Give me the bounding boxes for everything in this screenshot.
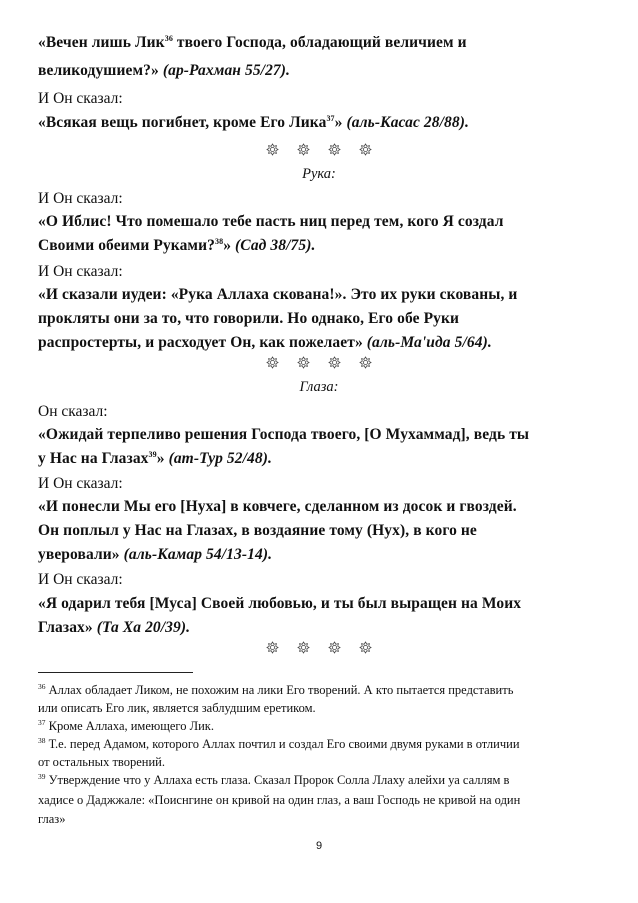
intro-line: И Он сказал: — [38, 263, 123, 280]
flower-ornament-icon — [266, 641, 279, 654]
verse-line — [38, 334, 603, 352]
footnote-36-cont: или описать Его лик, является заблудшим еретиком. — [38, 701, 316, 715]
verse-text: уверовали» — [38, 546, 124, 563]
verse-text: «Вечен лишь Лик — [38, 34, 165, 51]
flower-ornament-icon — [297, 143, 310, 156]
intro-line: И Он сказал: — [38, 190, 123, 207]
footnote-ref-37[interactable]: 37 — [326, 113, 335, 123]
flower-ornament-icon — [266, 143, 279, 156]
footnote-number: 38 — [38, 735, 46, 745]
verse-line — [38, 62, 603, 80]
verse-text: Своими обеими Руками? — [38, 237, 215, 254]
footnote-ref-36[interactable]: 36 — [164, 33, 173, 43]
footnote-36 — [38, 681, 603, 699]
footnote-text: Аллах обладает Ликом, не похожим на лики Его творений. А кто пытается представить — [45, 683, 514, 697]
section-heading-eyes: Глаза: — [299, 379, 339, 395]
flower-ornament-icon — [328, 641, 341, 654]
verse-text: Глазах» — [38, 619, 97, 636]
footnote-39 — [38, 771, 603, 789]
footnote-number: 36 — [38, 681, 46, 691]
flower-ornament-icon — [297, 356, 310, 369]
intro-line: Он сказал: — [38, 403, 108, 420]
footnote-ref-38[interactable]: 38 — [214, 236, 224, 246]
page-number: 9 — [315, 840, 323, 852]
flower-ornament-icon — [359, 143, 372, 156]
verse-line: «И сказали иудеи: «Рука Аллаха скована!». Это их руки скованы, и — [38, 286, 518, 303]
ornament-divider — [0, 143, 638, 161]
footnote-39-cont: хадисе о Даджжале: «Поиснгине он кривой на один глаз, а ваш Господь не кривой на один — [38, 793, 521, 807]
verse-text: распростерты, и расходует Он, как пожелает» — [38, 334, 367, 351]
verse-line — [38, 34, 603, 52]
verse-reference: (аль-Камар 54/13-14). — [123, 546, 273, 563]
verse-reference: (ат-Тур 52/48). — [168, 450, 272, 467]
flower-ornament-icon — [266, 356, 279, 369]
intro-line: И Он сказал: — [38, 571, 123, 588]
footnote-39-cont: глаз» — [38, 812, 66, 826]
intro-line: И Он сказал: — [38, 90, 123, 107]
verse-line: «Ожидай терпеливо решения Господа твоего, [О Мухаммад], ведь ты — [38, 426, 530, 443]
verse-line: «О Иблис! Что помешало тебе пасть ниц перед тем, кого Я создал — [38, 213, 504, 230]
footnote-number: 37 — [38, 717, 46, 727]
verse-reference: (Сад 38/75). — [235, 237, 316, 254]
verse-text: » — [334, 114, 347, 131]
verse-text: великодушием?» — [38, 62, 163, 79]
verse-line — [38, 546, 603, 564]
verse-reference: (аль-Касас 28/88). — [346, 114, 469, 131]
verse-reference: (аль-Ма'ида 5/64). — [366, 334, 492, 351]
flower-ornament-icon — [297, 641, 310, 654]
footnote-38-cont: от остальных творений. — [38, 755, 165, 769]
verse-text: » — [223, 237, 236, 254]
verse-line: «Я одарил тебя [Муса] Своей любовью, и ты был выращен на Моих — [38, 595, 522, 612]
verse-text: у Нас на Глазах — [38, 450, 149, 467]
footnote-text: Т.е. перед Адамом, которого Аллах почтил и создал Его своими двумя руками в отличии — [45, 737, 520, 751]
footnote-37 — [38, 717, 603, 735]
verse-text: » — [156, 450, 169, 467]
footnote-text: Кроме Аллаха, имеющего Лик. — [45, 719, 214, 733]
verse-line: Он поплыл у Нас на Глазах, в воздаяние тому (Нух), в кого не — [38, 522, 477, 539]
verse-text: «Всякая вещь погибнет, кроме Его Лика — [38, 114, 327, 131]
ornament-divider — [0, 641, 638, 659]
verse-line — [38, 237, 603, 255]
flower-ornament-icon — [359, 641, 372, 654]
footnote-38 — [38, 735, 603, 753]
footnote-ref-39[interactable]: 39 — [148, 449, 157, 459]
footnote-number: 39 — [38, 771, 46, 781]
intro-line: И Он сказал: — [38, 475, 123, 492]
verse-reference: (Та Ха 20/39). — [96, 619, 191, 636]
flower-ornament-icon — [328, 356, 341, 369]
verse-line — [38, 114, 603, 132]
verse-line: «И понесли Мы его [Нуха] в ковчеге, сделанном из досок и гвоздей. — [38, 498, 517, 515]
section-heading-hand: Рука: — [302, 166, 336, 182]
footnote-separator — [38, 672, 193, 673]
verse-line — [38, 450, 603, 468]
ornament-divider — [0, 356, 638, 374]
verse-line — [38, 619, 603, 637]
flower-ornament-icon — [328, 143, 341, 156]
flower-ornament-icon — [359, 356, 372, 369]
verse-reference: (ар-Рахман 55/27). — [162, 62, 291, 79]
footnote-text: Утверждение что у Аллаха есть глаза. Сказал Пророк Солла Ллаху алейхи уа саллям в — [45, 773, 510, 787]
verse-text: твоего Господа, обладающий величием и — [172, 34, 467, 51]
verse-line: прокляты они за то, что говорили. Но однако, Его обе Руки — [38, 310, 460, 327]
